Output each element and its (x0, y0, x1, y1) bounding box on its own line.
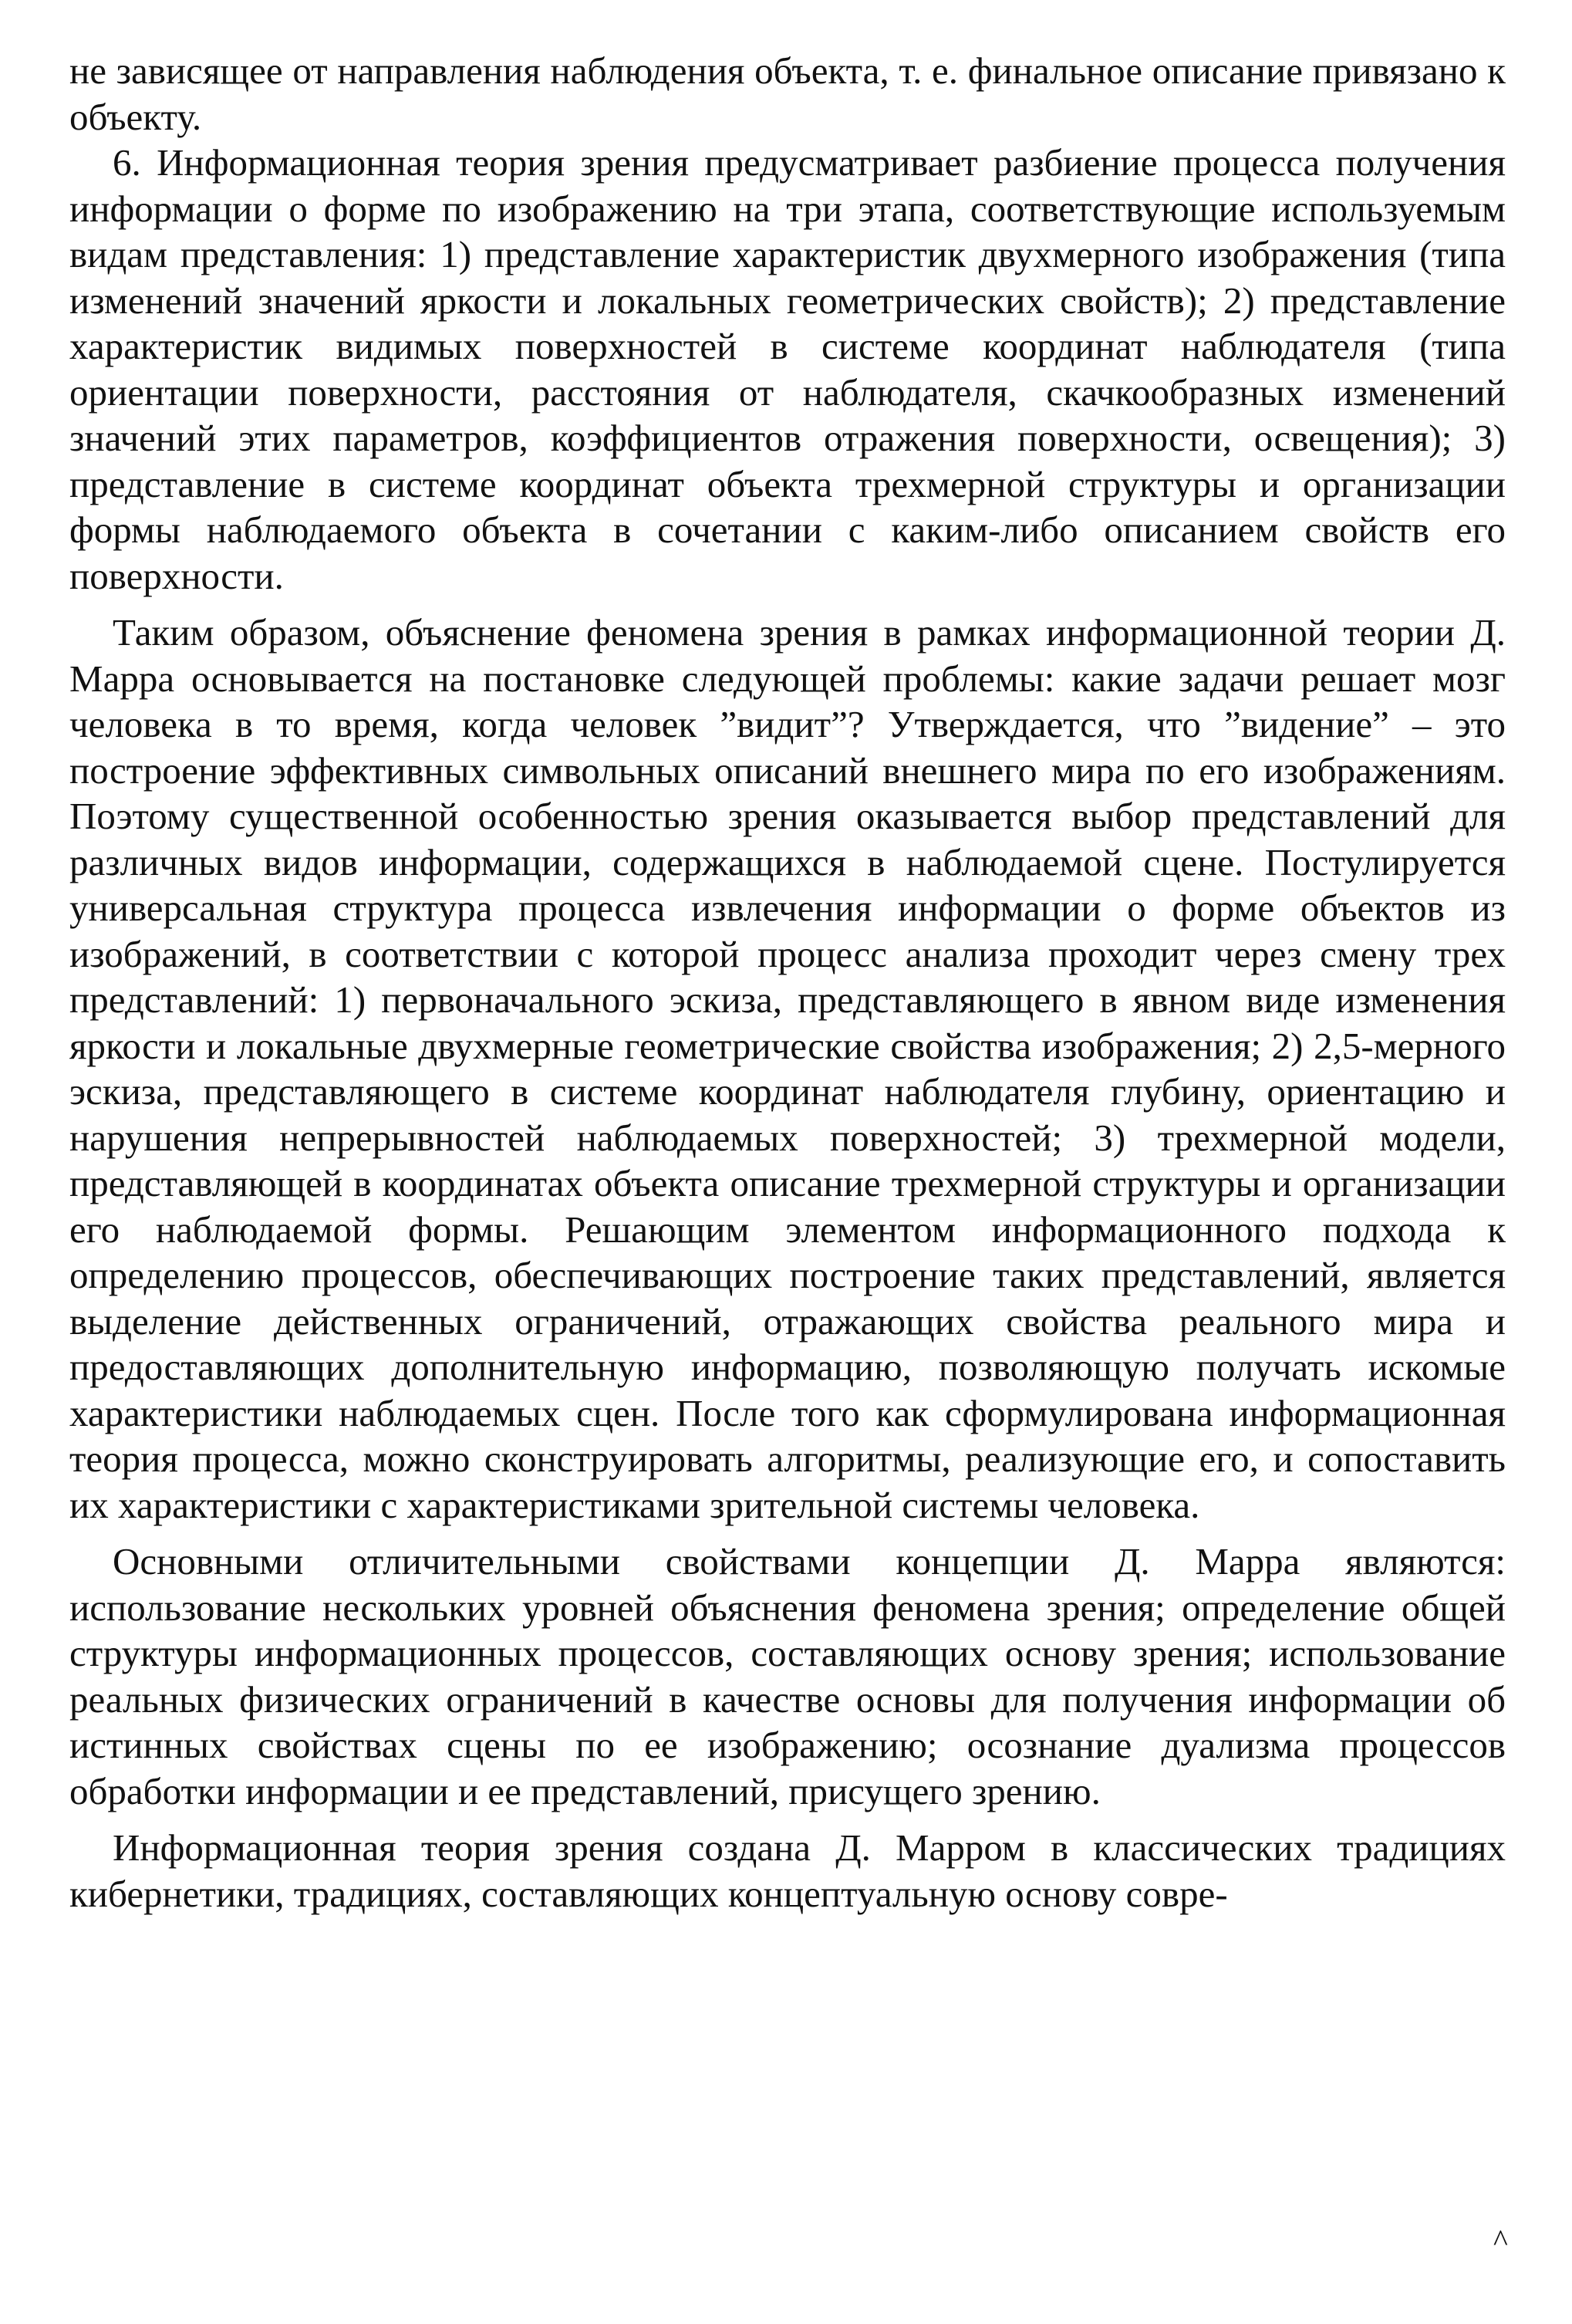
paragraph-continuation: не зависящее от направления наблюдения объекта, т. е. финальное описание привязано к объекту. (69, 49, 1506, 138)
paragraph-marr-theory: Таким образом, объяснение феномена зрения в рамках информационной теории Д. Марра основывается на постановке следующей проблемы: какие задачи решает мозг человека в то время, когда человек ”видит”? Утверждается, что ”видение” – это построение эффективных символьных описаний внешнего мира по его изображениям. Поэтому существенной особенностью зрения оказывается выбор представлений для различных видов информации, содержащихся в наблюдаемой сцене. Постулируется универсальная структура процесса извлечения информации о форме объектов из изображений, в соответствии с которой процесс анализа проходит через смену трех представлений: 1) первоначального эскиза, представляющего в явном виде изменения яркости и локальные двухмерные геометрические свойства изображения; 2) 2,5-мерного эскиза, представляющего в системе координат наблюдателя глубину, ориентацию и нарушения непрерывностей наблюдаемых поверхностей; 3) трехмерной модели, представляющей в координатах объекта описание трехмерной структуры и организации его наблюдаемой формы. Решающим элементом информационного подхода к определению процессов, обеспечивающих построение таких представлений, является выделение действенных ограничений, отражающих свойства реального мира и предоставляющих дополнительную информацию, позволяющую получать искомые характеристики наблюдаемых сцен. После того как сформулирована информационная теория процесса, можно сконструировать алгоритмы, реализующие его, и сопоставить их характеристики с характеристиками зрительной системы человека. (69, 611, 1506, 1526)
page-corner-mark: ^ (1493, 2223, 1508, 2258)
paragraph-distinctive-properties: Основными отличительными свойствами концепции Д. Марра являются: использование нескольких уровней объяснения феномена зрения; определение общей структуры информационных процессов, составляющих основу зрения; использование реальных физических ограничений в качестве основы для получения информации об истинных свойствах сцены по ее изображению; осознание дуализма процессов обработки информации и ее представлений, присущего зрению. (69, 1540, 1506, 1812)
paragraph-item-6: 6. Информационная теория зрения предусматривает разбиение процесса получения информации о форме по изображению на три этапа, соответствующие используемым видам представления: 1) представление характеристик двухмерного изображения (типа изменений значений яркости и локальных геометрических свойств); 2) представление характеристик видимых поверхностей в системе координат наблюдателя (типа ориентации поверхности, расстояния от наблюдателя, скачкообразных изменений значений этих параметров, коэффициентов отражения поверхности, освещения); 3) представление в системе координат объекта трехмерной структуры и организации формы наблюдаемого объекта в сочетании с каким-либо описанием свойств его поверхности. (69, 141, 1506, 597)
paragraph-cybernetics: Информационная теория зрения создана Д. Марром в классических традициях кибернетики, традициях, составляющих концептуальную основу совре- (69, 1826, 1506, 1915)
page-text-block (69, 48, 1506, 1917)
